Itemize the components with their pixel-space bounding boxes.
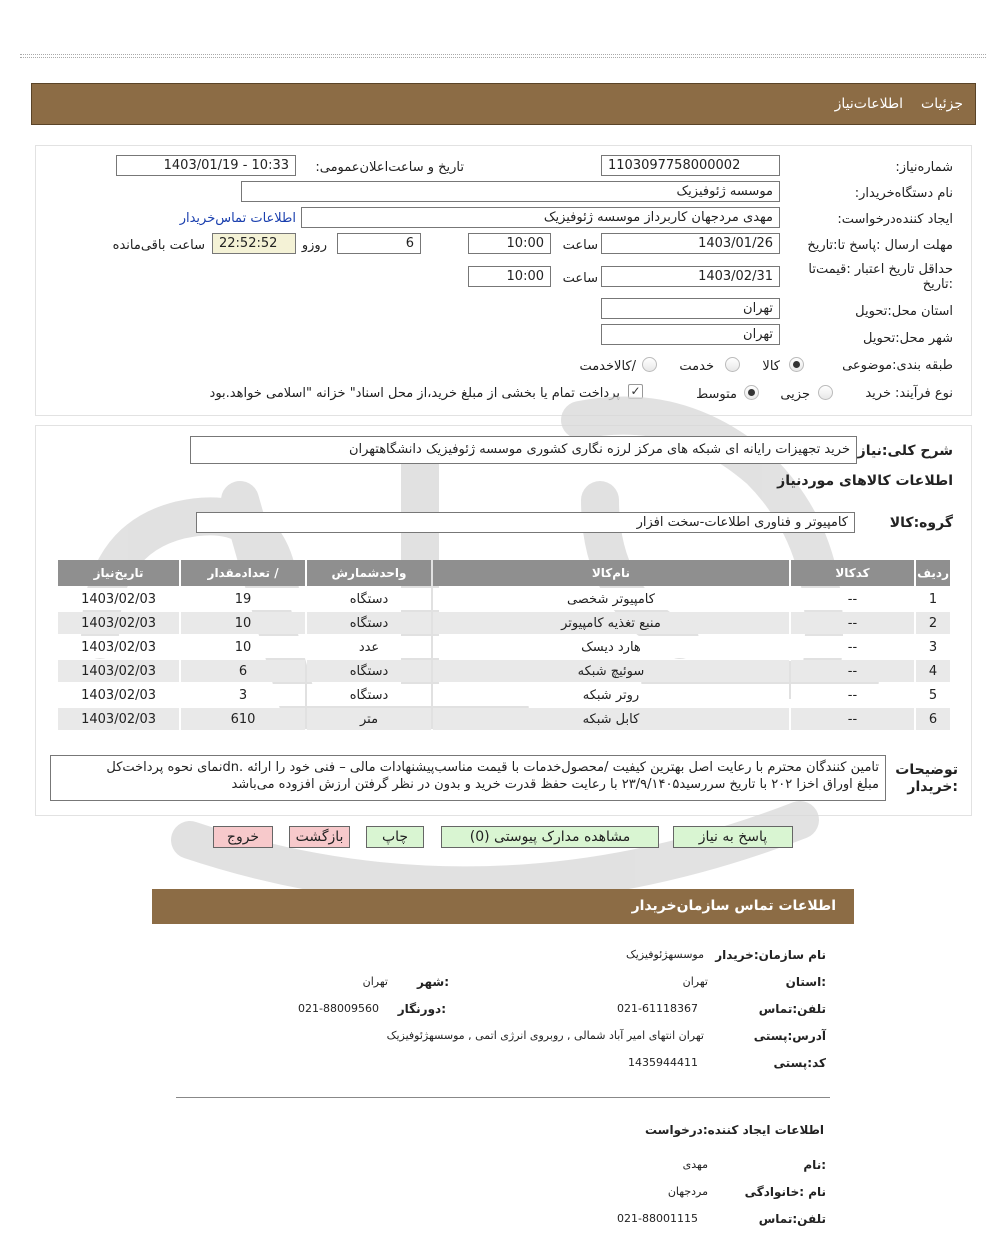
creator-heading: اطلاعات ایجاد کننده:درخواست bbox=[644, 1123, 824, 1137]
col-code: کدکالا bbox=[791, 560, 914, 586]
cell-row: 6 bbox=[916, 708, 950, 730]
col-name: نام‌کالا bbox=[433, 560, 789, 586]
cell-name: کابل شبکه bbox=[433, 708, 789, 730]
category-label: طبقه بندی:موضوعی bbox=[842, 358, 953, 373]
print-button[interactable]: چاپ bbox=[366, 826, 424, 848]
header-bar bbox=[31, 83, 976, 125]
province-field: تهران bbox=[601, 298, 780, 319]
category-radio-service[interactable] bbox=[725, 357, 740, 372]
cell-unit: دستگاه bbox=[307, 660, 431, 682]
goods-table-header bbox=[58, 560, 950, 586]
remaining-time-field: 22:52:52 bbox=[212, 233, 296, 254]
process-medium-label: متوسط bbox=[696, 387, 737, 402]
deadline-time-label: ساعت bbox=[562, 238, 598, 253]
table-row bbox=[58, 636, 950, 658]
cell-unit: دستگاه bbox=[307, 588, 431, 610]
contact-divider bbox=[176, 1097, 830, 1098]
cell-row: 3 bbox=[916, 636, 950, 658]
table-row bbox=[58, 708, 950, 730]
need-number-field: 1103097758000002 bbox=[601, 155, 780, 176]
goods-info-heading: اطلاعات کالاهای موردنیاز bbox=[777, 473, 953, 489]
cell-row: 5 bbox=[916, 684, 950, 706]
cell-date: 1403/02/03 bbox=[58, 684, 179, 706]
cell-date: 1403/02/03 bbox=[58, 660, 179, 682]
cell-qty: 610 bbox=[181, 708, 305, 730]
cell-unit: متر bbox=[307, 708, 431, 730]
need-number-label: شماره‌نیاز: bbox=[895, 160, 953, 175]
cell-unit: عدد bbox=[307, 636, 431, 658]
contact-address-label: آدرس:پستی bbox=[753, 1029, 826, 1043]
cell-unit: دستگاه bbox=[307, 612, 431, 634]
tab-need-info[interactable]: اطلاعات‌نیاز bbox=[834, 96, 903, 112]
days-field: 6 bbox=[337, 233, 421, 254]
treasury-payment-checkbox[interactable]: ✓ bbox=[628, 384, 643, 399]
need-summary-text: خرید تجهیزات رایانه ای شبکه های مرکز لرزه نگاری کشوری موسسه ژئوفیزیک دانشگاهتهران bbox=[348, 442, 850, 457]
cell-code: -- bbox=[791, 684, 914, 706]
goods-group-label: گروه:کالا bbox=[889, 515, 953, 531]
city-label: شهر محل:تحویل bbox=[863, 331, 953, 346]
validity-date-field: 1403/02/31 bbox=[601, 266, 780, 287]
validity-time-label: ساعت bbox=[562, 271, 598, 286]
exit-button[interactable]: خروج bbox=[213, 826, 273, 848]
table-row bbox=[58, 612, 950, 634]
cell-name: سوئیچ شبکه bbox=[433, 660, 789, 682]
buyer-notes-line2: مبلغ اوراق اخزا ۲۰۲ با تاریخ سررسید۲۳/۹/۱۴۰۵ با رعایت حفظ قدرت خرید و بدون در نظر گرفتن ارزش افزوده می‌باشد bbox=[231, 777, 879, 792]
category-radio-goods-service[interactable] bbox=[642, 357, 657, 372]
goods-table bbox=[56, 558, 952, 732]
contact-postal-label: کد:پستی bbox=[773, 1056, 826, 1070]
cell-code: -- bbox=[791, 612, 914, 634]
back-button[interactable]: بازگشت bbox=[289, 826, 350, 848]
view-attachments-button[interactable]: مشاهده مدارک پیوستی (0) bbox=[441, 826, 659, 848]
days-label: روزو bbox=[301, 238, 327, 253]
cell-row: 1 bbox=[916, 588, 950, 610]
validity-time-field: 10:00 bbox=[468, 266, 551, 287]
deadline-date-field: 1403/01/26 bbox=[601, 233, 780, 254]
contact-heading-bar bbox=[152, 889, 854, 924]
col-qty: / تعدادمقدار bbox=[181, 560, 305, 586]
cell-name: کامپیوتر شخصی bbox=[433, 588, 789, 610]
deadline-label: مهلت ارسال :پاسخ تا:تاریخ bbox=[807, 238, 953, 253]
cell-unit: دستگاه bbox=[307, 684, 431, 706]
table-row bbox=[58, 684, 950, 706]
remaining-label: ساعت باقی‌مانده bbox=[112, 238, 205, 253]
col-unit: واحدشمارش bbox=[307, 560, 431, 586]
validity-label: حداقل تاریخ اعتبار :قیمت‌تا :تاریخ bbox=[808, 262, 953, 292]
announce-label: تاریخ و ساعت‌اعلان‌عمومی: bbox=[315, 160, 464, 175]
cell-code: -- bbox=[791, 636, 914, 658]
process-minor-label: جزیی bbox=[780, 387, 810, 402]
need-summary-field bbox=[190, 436, 857, 464]
cell-code: -- bbox=[791, 660, 914, 682]
cell-date: 1403/02/03 bbox=[58, 708, 179, 730]
contact-org: موسسهژئوفیزیک bbox=[625, 948, 704, 961]
cell-qty: 19 bbox=[181, 588, 305, 610]
province-label: استان محل:تحویل bbox=[855, 304, 953, 319]
cell-date: 1403/02/03 bbox=[58, 588, 179, 610]
city-field: تهران bbox=[601, 324, 780, 345]
creator-phone: 021-88001115 bbox=[617, 1212, 698, 1225]
cell-name: هارد دیسک bbox=[433, 636, 789, 658]
contact-org-label: نام سازمان:خریدار bbox=[715, 948, 826, 962]
cell-code: -- bbox=[791, 588, 914, 610]
contact-postal: 1435944411 bbox=[628, 1056, 698, 1069]
reply-button[interactable]: پاسخ به نیاز bbox=[673, 826, 793, 848]
cell-date: 1403/02/03 bbox=[58, 612, 179, 634]
cell-qty: 10 bbox=[181, 612, 305, 634]
announce-field: 1403/01/19 - 10:33 bbox=[116, 155, 296, 176]
buyer-org-field: موسسه ژئوفیزیک bbox=[241, 181, 780, 202]
tab-details[interactable]: جزئیات bbox=[921, 96, 963, 112]
buyer-notes-line1: تامین کنندگان محترم با رعایت اصل بهترین کیفیت /محصول‌خدمات با قیمت مناسب‌پیشنهادات مالی – فنی خود را ارائه .dnنمای نحوه پرداخت‌کل bbox=[106, 760, 879, 775]
contact-phone-label: تلفن:تماس bbox=[758, 1002, 826, 1016]
cell-qty: 6 bbox=[181, 660, 305, 682]
contact-address: تهران انتهای امیر آباد شمالی , روبروی انرژی اتمی , موسسهژئوفیزیک bbox=[386, 1029, 704, 1042]
buyer-contact-link[interactable]: اطلاعات تماس‌خریدار bbox=[179, 211, 296, 226]
creator-name-label: :نام bbox=[803, 1158, 826, 1172]
creator-family-label: نام :خانوادگی bbox=[744, 1185, 826, 1199]
top-divider bbox=[20, 54, 986, 58]
creator-label: ایجاد کننده‌درخواست: bbox=[837, 212, 953, 227]
table-row bbox=[58, 588, 950, 610]
creator-field: مهدی مردجهان کاربرداز موسسه ژئوفیزیک bbox=[301, 207, 780, 228]
contact-heading: اطلاعات تماس سازمان‌خریدار bbox=[631, 898, 836, 914]
process-radio-medium[interactable] bbox=[744, 385, 759, 400]
col-date: تاریخ‌نیاز bbox=[58, 560, 179, 586]
contact-fax-label: :دورنگار bbox=[397, 1002, 446, 1016]
deadline-time-field: 10:00 bbox=[468, 233, 551, 254]
need-summary-label: شرح کلی:نیاز bbox=[857, 443, 953, 459]
table-row bbox=[58, 660, 950, 682]
cell-name: منبع تغذیه کامپیوتر bbox=[433, 612, 789, 634]
contact-province: تهران bbox=[682, 975, 708, 988]
treasury-payment-text: پرداخت تمام یا بخشی از مبلغ خرید،از محل اسناد" خزانه "اسلامی خواهد.بود bbox=[209, 386, 620, 401]
buyer-org-label: نام دستگاه‌خریدار: bbox=[854, 186, 953, 201]
category-goods-label: کالا bbox=[762, 359, 780, 374]
cell-name: روتر شبکه bbox=[433, 684, 789, 706]
process-buy-label: خرید bbox=[865, 386, 891, 401]
category-radio-goods[interactable] bbox=[789, 357, 804, 372]
creator-family: مردجهان bbox=[667, 1185, 708, 1198]
process-radio-minor[interactable] bbox=[818, 385, 833, 400]
category-service-label: خدمت bbox=[679, 359, 714, 374]
category-goods-service-label: /کالاخدمت bbox=[579, 359, 636, 374]
creator-name: مهدی bbox=[682, 1158, 708, 1171]
buyer-notes-field bbox=[50, 755, 886, 801]
goods-group-field: کامپیوتر و فناوری اطلاعات-سخت افزار bbox=[196, 512, 855, 533]
cell-code: -- bbox=[791, 708, 914, 730]
buyer-notes-label: توضیحات :خریدار bbox=[895, 762, 958, 795]
cell-date: 1403/02/03 bbox=[58, 636, 179, 658]
contact-phone: 021-61118367 bbox=[617, 1002, 698, 1015]
contact-province-label: :استان bbox=[785, 975, 826, 989]
contact-city: تهران bbox=[362, 975, 388, 988]
cell-row: 4 bbox=[916, 660, 950, 682]
process-label: نوع فرآیند: bbox=[895, 386, 953, 401]
contact-fax: 021-88009560 bbox=[298, 1002, 379, 1015]
creator-phone-label: تلفن:تماس bbox=[758, 1212, 826, 1226]
contact-city-label: :شهر bbox=[417, 975, 449, 989]
cell-qty: 10 bbox=[181, 636, 305, 658]
cell-qty: 3 bbox=[181, 684, 305, 706]
col-row: ردیف bbox=[916, 560, 950, 586]
cell-row: 2 bbox=[916, 612, 950, 634]
